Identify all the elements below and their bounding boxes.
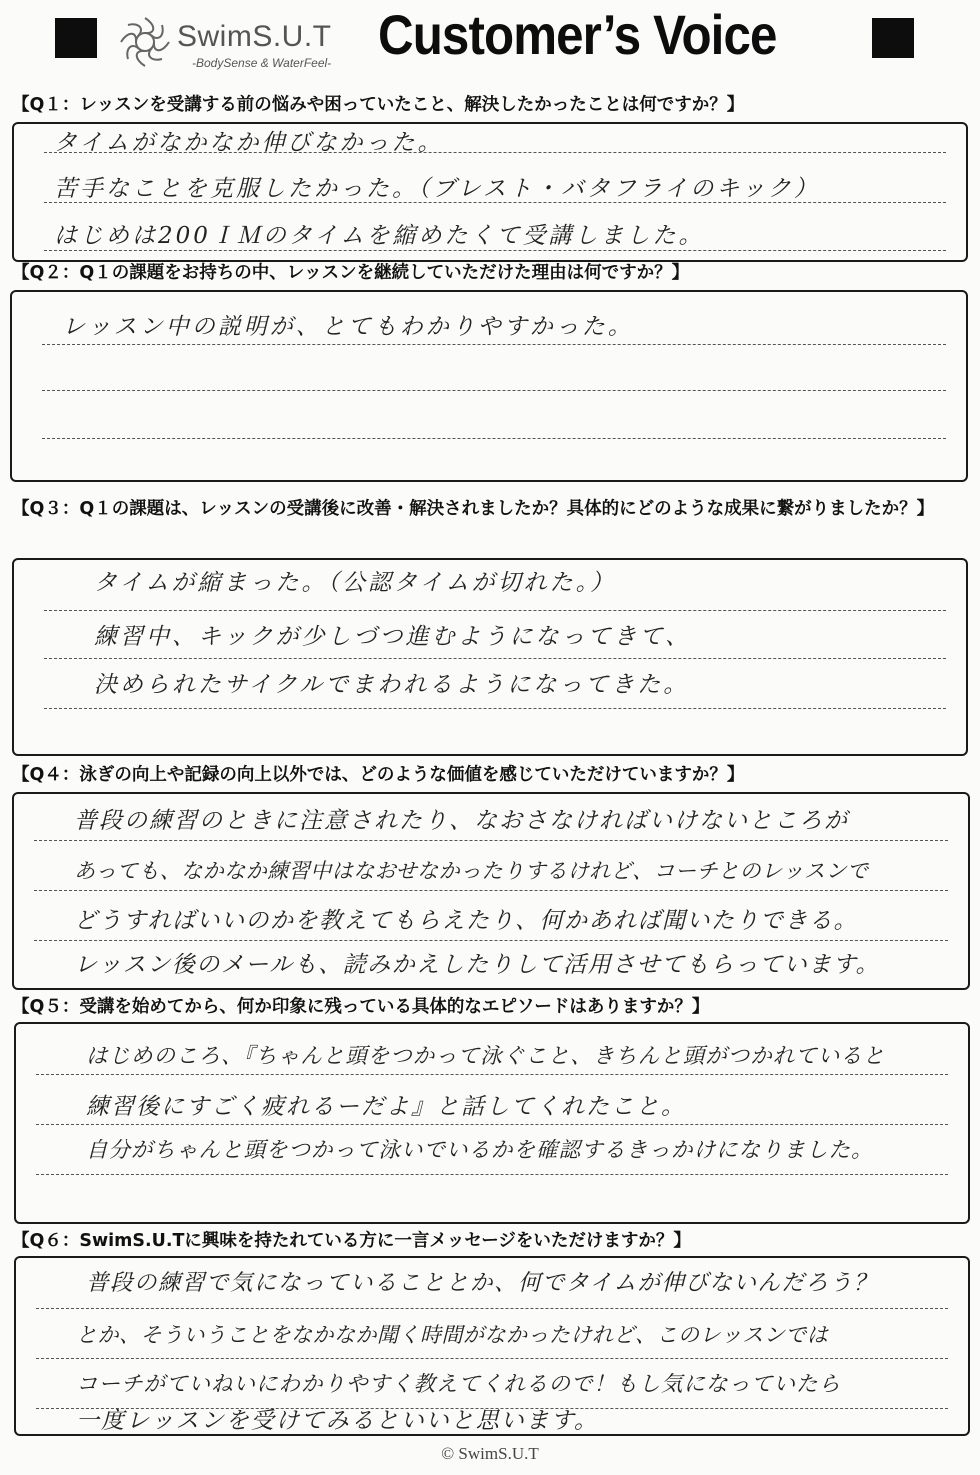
answer-box-3 [12, 558, 968, 756]
swirl-logo-icon [117, 14, 173, 70]
answer-3-line-3: 決められたサイクルでまわれるようになってきた。 [94, 672, 690, 698]
copyright: © SwimS.U.T [441, 1444, 539, 1463]
logo-subtitle: -BodySense & WaterFeel- [192, 56, 332, 70]
ruled-line [44, 610, 946, 611]
answer-6-line-3: コーチがていねいにわかりやすく教えてくれるので！もし気になっていたら [76, 1372, 842, 1397]
question-5-label: 【Q５：受講を始めてから、何か印象に残っている具体的なエピソードはありますか？】 [12, 997, 710, 1017]
answer-3-line-2: 練習中、キックが少しづつ進むようになってきて、 [94, 624, 692, 650]
ruled-line [44, 658, 946, 659]
logo [117, 10, 372, 72]
ruled-line [42, 438, 946, 439]
ruled-line [36, 1174, 948, 1175]
ruled-line [34, 940, 948, 941]
black-square-left [55, 18, 97, 58]
question-3-label: 【Q３：Q１の課題は、レッスンの受講後に改善・解決されましたか？具体的にどのような成果に繋がりましたか？】 [12, 499, 935, 519]
ruled-line [36, 1124, 948, 1125]
answer-box-5 [14, 1022, 970, 1224]
answer-5-line-3: 自分がちゃんと頭をつかって泳いでいるかを確認するきっかけになりました。 [86, 1138, 874, 1163]
answer-6-line-4: 一度レッスンを受けてみるといいと思います。 [76, 1408, 599, 1434]
ruled-line [36, 1308, 948, 1309]
answer-4-line-4: レッスン後のメールも、読みかえしたりして活用させてもらっています。 [74, 952, 880, 978]
page-title: Customer’s Voice [378, 3, 777, 66]
black-square-right [872, 18, 914, 58]
ruled-line [36, 1358, 948, 1359]
ruled-line [42, 344, 946, 345]
answer-box-2 [10, 290, 968, 482]
answer-1-line-2: 苦手なことを克服したかった。（ブレスト・バタフライのキック） [54, 176, 820, 202]
ruled-line [42, 390, 946, 391]
logo-title: SwimS.U.T [177, 20, 332, 53]
answer-box-6 [14, 1256, 970, 1436]
ruled-line [34, 890, 948, 891]
answer-4-line-3: どうすればいいのかを教えてもらえたり、何かあれば聞いたりできる。 [74, 908, 858, 934]
ruled-line [36, 1074, 948, 1075]
answer-4-line-2: あっても、なかなか練習中はなおせなかったりするけれど、コーチとのレッスンで [74, 859, 869, 883]
answer-2-line-1: レッスン中の説明が、とてもわかりやすかった。 [62, 314, 634, 340]
ruled-line [34, 840, 948, 841]
answer-1-line-1: タイムがなかなか伸びなかった。 [54, 130, 444, 156]
answer-5-line-2: 練習後にすごく疲れるーだよ』と話してくれたこと。 [86, 1094, 686, 1120]
question-6-label: 【Q６：SwimS.U.Tに興味を持たれている方に一言メッセージをいただけますか？】 [12, 1231, 691, 1251]
question-4-label: 【Q４：泳ぎの向上や記録の向上以外では、どのような価値を感じていただけていますか？】 [12, 765, 745, 785]
answer-6-line-1: 普段の練習で気になっていることとか、何でタイムが伸びないんだろう？ [86, 1270, 878, 1296]
answer-6-line-2: とか、そういうことをなかなか聞く時間がなかったけれど、このレッスンでは [76, 1323, 829, 1347]
answer-5-line-1: はじめのころ、『ちゃんと頭をつかって泳ぐこと、きちんと頭がつかれていると [86, 1044, 886, 1069]
question-1-label: 【Q１：レッスンを受講する前の悩みや困っていたこと、解決したかったことは何ですか？】 [12, 95, 745, 115]
answer-box-4 [12, 792, 970, 990]
answer-1-line-3: はじめは200ＩＭのタイムを縮めたくて受講しました。 [54, 223, 705, 249]
question-2-label: 【Q２：Q１の課題をお持ちの中、レッスンを継続していただけた理由は何ですか？】 [12, 263, 690, 283]
header [0, 0, 980, 80]
answer-box-1 [12, 122, 968, 262]
ruled-line [44, 708, 946, 709]
answer-4-line-1: 普段の練習のときに注意されたり、なおさなければいけないところが [74, 808, 849, 834]
answer-3-line-1: タイムが縮まった。（公認タイムが切れた。） [94, 570, 617, 596]
